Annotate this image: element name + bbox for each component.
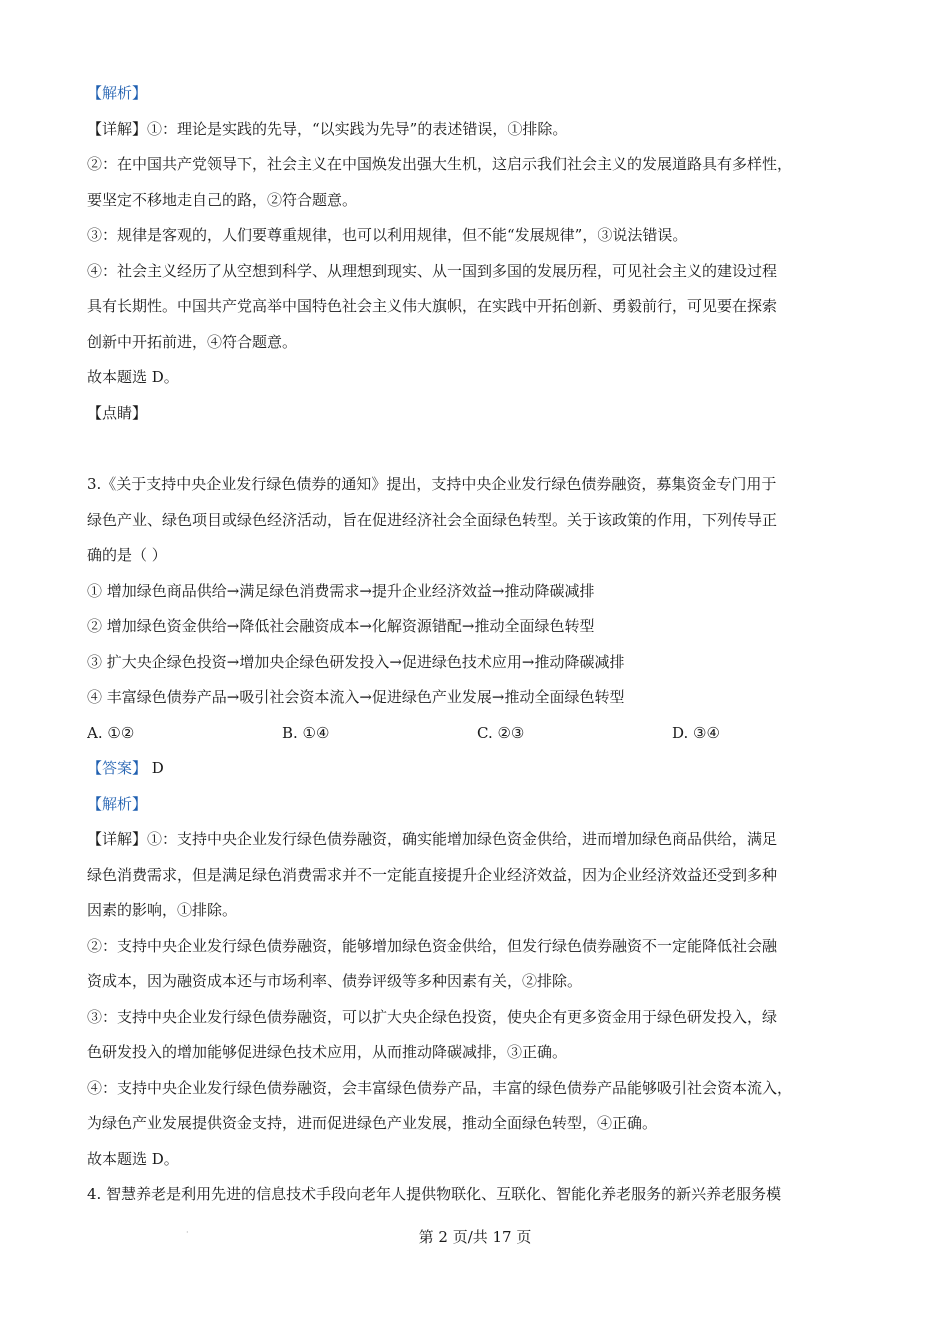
page-content	[87, 76, 867, 1213]
tag-answer: 【答案】	[87, 759, 148, 777]
detail-line-1	[87, 112, 867, 148]
q3-detail-text-3: 因素的影响，①排除。	[87, 901, 238, 919]
q3-detail-text-5: 资成本，因为融资成本还与市场利率、债券评级等多种因素有关，②排除。	[87, 972, 583, 990]
option-d: D. ③④	[672, 723, 720, 742]
page-footer: 第 2 页/共 17 页	[418, 1228, 532, 1246]
q3-stem-2: 绿色产业、绿色项目或绿色经济活动，旨在促进经济社会全面绿色转型。关于该政策的作用，下列传导正	[87, 510, 778, 529]
q3-detail-text-1: ①：支持中央企业发行绿色债券融资，确实能增加绿色资金供给，进而增加绿色商品供给，满足	[147, 830, 778, 848]
analysis-tag-q2	[87, 76, 867, 112]
q3-choice-1: ① 增加绿色商品供给→满足绿色消费需求→提升企业经济效益→推动降碳减排	[87, 581, 595, 600]
q3-detail-text-4: ②：支持中央企业发行绿色债券融资，能够增加绿色资金供给，但发行绿色债券融资不一定能降低社会融	[87, 936, 778, 955]
q3-choice-4: ④ 丰富绿色债券产品→吸引社会资本流入→促进绿色产业发展→推动全面绿色转型	[87, 688, 625, 706]
q2-detail-text-5: ④：社会主义经历了从空想到科学、从理想到现实、从一国到多国的发展历程，可见社会主义的建设过程	[87, 261, 778, 280]
tag-analysis: 【解析】	[87, 84, 148, 102]
q2-detail-text-2: ②：在中国共产党领导下，社会主义在中国焕发出强大生机，这启示我们社会主义的发展道路具有多样性，	[87, 155, 793, 173]
q2-detail-text-7: 创新中开拓前进，④符合题意。	[87, 332, 298, 351]
q2-conclusion: 故本题选 D。	[87, 368, 179, 386]
q2-detail-text-4: ③：规律是客观的，人们要尊重规律，也可以利用规律，但不能“发展规律”，③说法错误。	[87, 226, 688, 244]
q3-conclusion: 故本题选 D。	[87, 1149, 179, 1168]
comment-tag: 【点睛】	[87, 403, 148, 422]
q3-detail-text-7: 色研发投入的增加能够促进绿色技术应用，从而推动降碳减排，③正确。	[87, 1043, 568, 1061]
q4-stem-1: 4. 智慧养老是利用先进的信息技术手段向老年人提供物联化、互联化、智能化养老服务的新兴养老服务模	[87, 1185, 782, 1203]
blank-line	[87, 431, 867, 467]
q3-stem-1: 3.《关于支持中央企业发行绿色债券的通知》提出，支持中央企业发行绿色债券融资，募集资金专门用于	[87, 475, 777, 493]
q3-options	[87, 716, 867, 752]
q2-detail-text-1: ①：理论是实践的先导，“以实践为先导”的表述错误，①排除。	[147, 119, 568, 138]
option-b: B. ①④	[282, 723, 330, 742]
q3-choice-2: ② 增加绿色资金供给→降低社会融资成本→化解资源错配→推动全面绿色转型	[87, 617, 595, 635]
decorative-dot: ·	[186, 1228, 189, 1237]
option-c: C. ②③	[477, 723, 525, 742]
q3-answer-line	[87, 751, 867, 787]
q3-stem-3: 确的是（ ）	[87, 546, 167, 564]
tag-analysis-q3: 【解析】	[87, 794, 148, 813]
analysis-tag-q3	[87, 787, 867, 823]
tag-detail-q3: 【详解】	[87, 830, 148, 848]
q2-detail-text-3: 要坚定不移地走自己的路，②符合题意。	[87, 190, 358, 209]
q3-detail-text-2: 绿色消费需求，但是满足绿色消费需求并不一定能直接提升企业经济效益，因为企业经济效益还受到多种	[87, 865, 778, 884]
q3-detail-text-8: ④：支持中央企业发行绿色债券融资，会丰富绿色债券产品，丰富的绿色债券产品能够吸引社会资本流入，	[87, 1078, 793, 1097]
option-a: A. ①②	[87, 723, 135, 742]
q3-detail-line-1	[87, 822, 867, 858]
q3-answer-value: D	[147, 759, 164, 777]
q2-detail-text-6: 具有长期性。中国共产党高举中国特色社会主义伟大旗帜，在实践中开拓创新、勇毅前行，可见要在探索	[87, 297, 778, 315]
q3-detail-text-6: ③：支持中央企业发行绿色债券融资，可以扩大央企绿色投资，使央企有更多资金用于绿色研发投入，绿	[87, 1007, 778, 1026]
q3-choice-3: ③ 扩大央企绿色投资→增加央企绿色研发投入→促进绿色技术应用→推动降碳减排	[87, 652, 625, 671]
q3-detail-text-9: 为绿色产业发展提供资金支持，进而促进绿色产业发展，推动全面绿色转型，④正确。	[87, 1114, 658, 1132]
tag-detail: 【详解】	[87, 119, 148, 138]
